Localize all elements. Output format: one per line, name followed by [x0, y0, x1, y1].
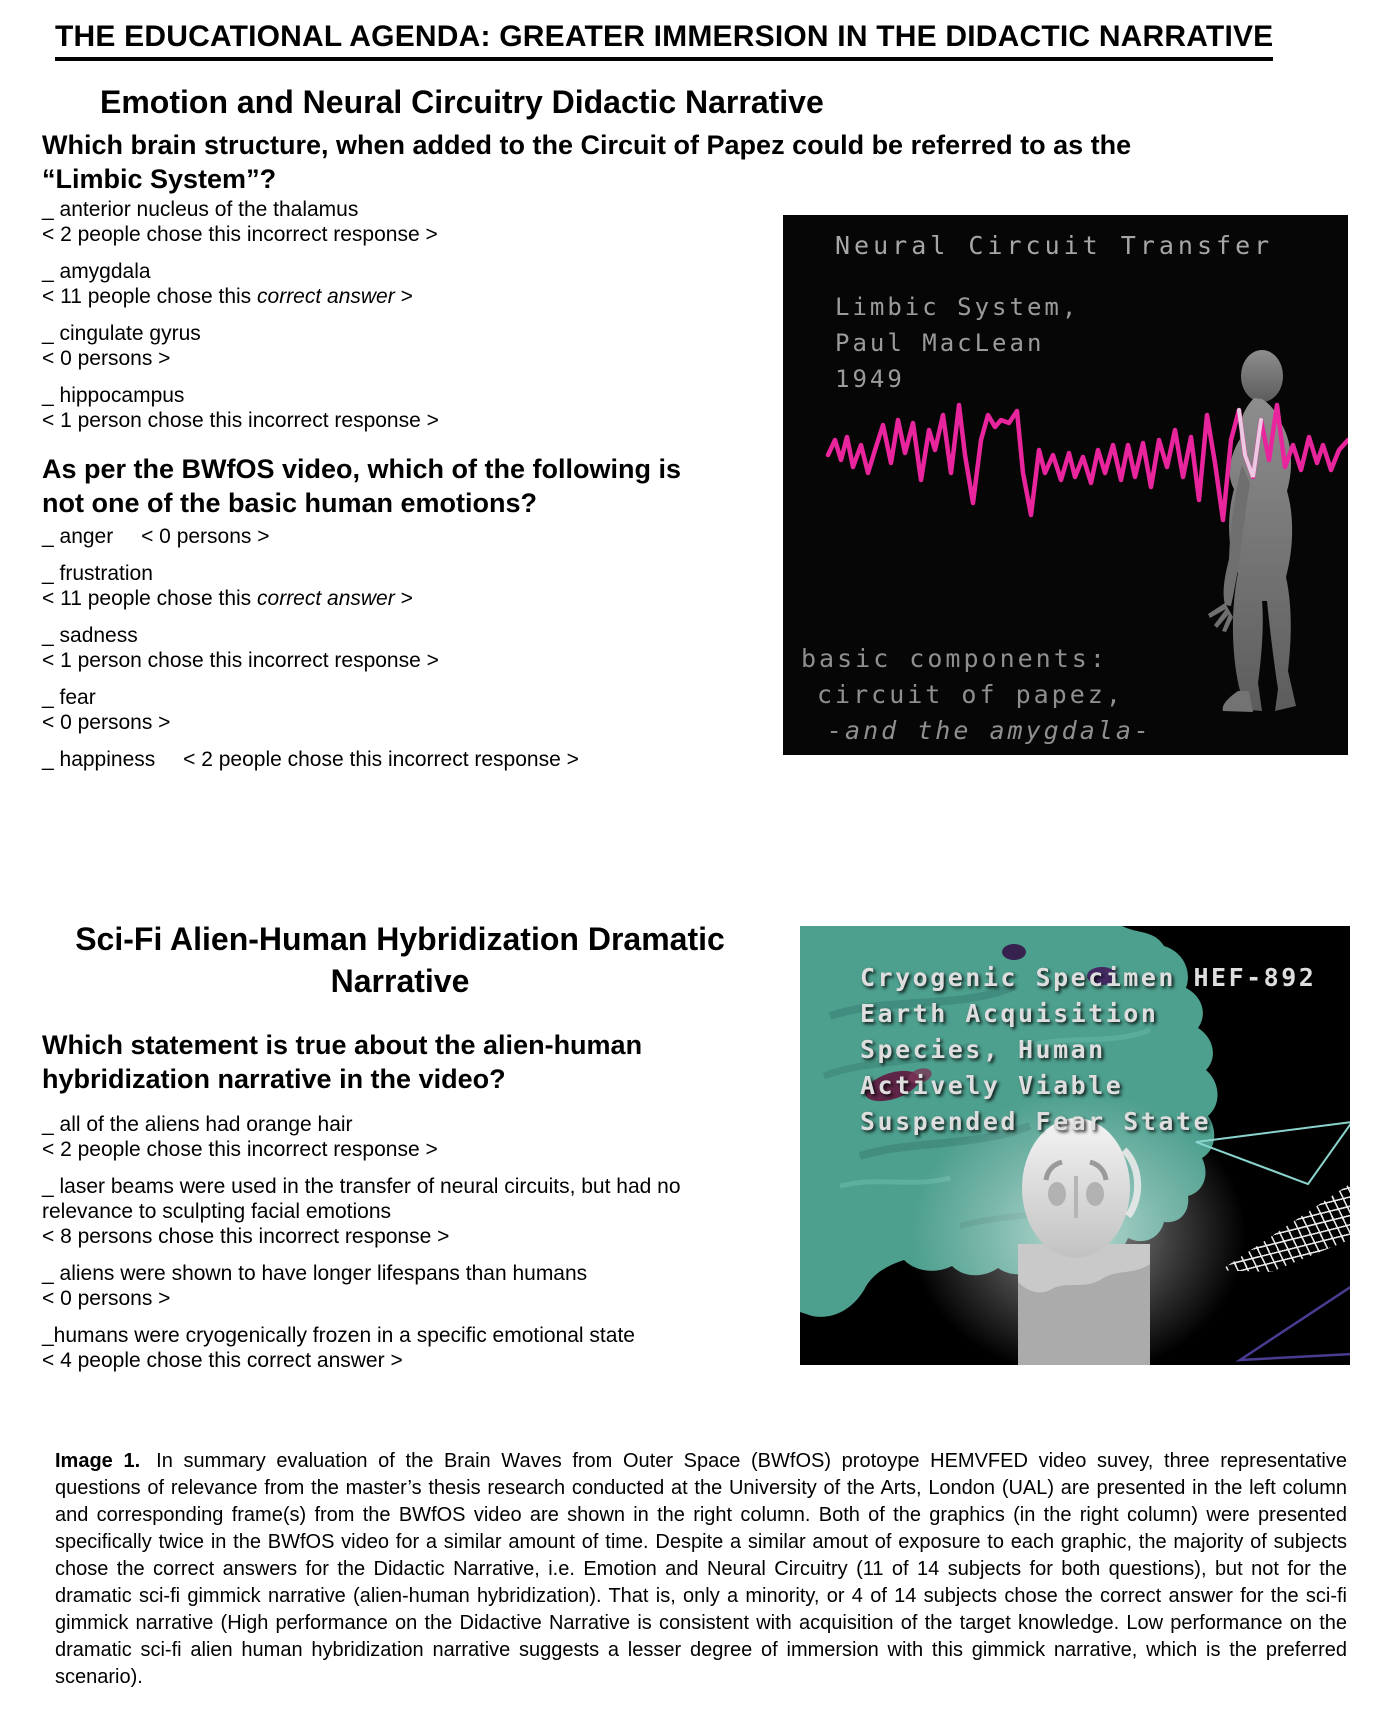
question-1: Which brain structure, when added to the Circuit of Papez could be referred to as the “Limbic System”? — [42, 130, 1132, 194]
frame1-title-text: Neural Circuit Transfer — [835, 231, 1274, 260]
option-response-count: < 8 persons chose this incorrect response > — [42, 1225, 450, 1248]
answer-option — [42, 1174, 714, 1249]
option-response-count: < 0 persons > — [141, 525, 270, 548]
answer-option — [42, 685, 722, 735]
figure-caption — [55, 1448, 1347, 1691]
option-response-count: < 11 people chose this correct answer > — [42, 285, 413, 308]
option-response-count: < 1 person chose this incorrect response > — [42, 409, 439, 432]
option-label: _ anterior nucleus of the thalamus — [42, 198, 359, 221]
figure-caption-body: In summary evaluation of the Brain Waves from Outer Space (BWfOS) protoype HEMVFED video suvey, three representative questions of relevance from the master’s thesis research conducted at the University of the Arts, London (UAL) are presented in the left column and corresponding frame(s) from the BWfOS video are shown in the right column. Both of the graphics (in the right column) were presented specifically twice in the BWfOS video for a similar amount of time. Despite a similar amout of exposure to each graphic, the majority of subjects chose the correct answers for the Didactic Narrative, i.e. Emotion and Neural Circuitry (11 of 14 subjects for both questions), but not for the dramatic sci-fi gimmick narrative (alien-human hybridization). That is, only a minority, or 4 of 14 subjects chose the correct answer for the sci-fi gimmick narrative (High performance on the Didactive Narrative is consistent with acquisition of the target knowledge. Low performance on the dramatic sci-fi alien human hybridization narrative suggests a lesser degree of immersion with this gimmick narrative, which is the preferred scenario). — [55, 1450, 1347, 1688]
option-response-count: < 0 persons > — [42, 1287, 171, 1310]
answer-option — [42, 1261, 714, 1311]
option-label: _ all of the aliens had orange hair — [42, 1113, 353, 1136]
option-response-count: < 1 person chose this incorrect response > — [42, 649, 439, 672]
figure-caption-label: Image 1. — [55, 1450, 141, 1472]
frame1-credit-text: Limbic System, Paul MacLean 1949 — [835, 293, 1080, 393]
human-figure-silhouette — [1208, 350, 1296, 712]
answer-option — [42, 321, 722, 371]
option-label: _ cingulate gyrus — [42, 322, 201, 345]
option-label: _humans were cryogenically frozen in a specific emotional state — [42, 1324, 635, 1347]
answer-option — [42, 524, 722, 549]
answer-option — [42, 259, 722, 309]
option-response-count: < 4 people chose this correct answer > — [42, 1349, 403, 1372]
answer-option — [42, 197, 722, 247]
answer-option — [42, 623, 722, 673]
section2-heading: Sci-Fi Alien-Human Hybridization Dramatic Narrative — [75, 921, 725, 999]
question-3: Which statement is true about the alien-human hybridization narrative in the video? — [42, 1030, 643, 1094]
option-label: _ laser beams were used in the transfer of neural circuits, but had no relevance to sculpting facial emotions — [42, 1175, 681, 1223]
option-label: _ hippocampus — [42, 384, 185, 407]
option-label: _ amygdala — [42, 260, 151, 283]
question-2-options — [42, 524, 722, 784]
option-label: _ fear — [42, 686, 96, 709]
option-response-count: < 11 people chose this correct answer > — [42, 587, 413, 610]
option-label: _ anger — [42, 525, 114, 548]
option-label: _ aliens were shown to have longer lifespans than humans — [42, 1262, 588, 1285]
option-label: _ frustration — [42, 562, 153, 585]
answer-option — [42, 747, 722, 772]
question-1-options — [42, 197, 722, 445]
answer-option — [42, 561, 722, 611]
answer-option — [42, 1323, 714, 1373]
frame1-footer-text: basic components: circuit of papez, -and the amygdala- — [801, 644, 1152, 745]
option-response-count: < 2 people chose this incorrect response > — [42, 223, 438, 246]
answer-option — [42, 383, 722, 433]
option-label: _ sadness — [42, 624, 138, 647]
option-response-count: < 0 persons > — [42, 347, 171, 370]
page-title: THE EDUCATIONAL AGENDA: GREATER IMMERSION IN THE DIDACTIC NARRATIVE — [55, 20, 1273, 61]
section1-heading: Emotion and Neural Circuitry Didactic Narrative — [100, 84, 824, 120]
video-frame-cryogenic-specimen — [800, 926, 1350, 1365]
frame2-overlay-text: Cryogenic Specimen HEF-892 Earth Acquisition Species, Human Actively Viable Suspended Fear State — [860, 963, 1317, 1136]
question-3-options — [42, 1112, 714, 1385]
option-label: _ happiness — [42, 748, 156, 771]
wireframe-triangle-purple — [1240, 1286, 1350, 1360]
option-response-count: < 0 persons > — [42, 711, 171, 734]
question-2: As per the BWfOS video, which of the following is not one of the basic human emotions? — [42, 454, 682, 518]
answer-option — [42, 1112, 714, 1162]
video-frame-neural-circuit — [783, 215, 1348, 755]
option-response-count: < 2 people chose this incorrect response > — [183, 748, 579, 771]
option-response-count: < 2 people chose this incorrect response > — [42, 1138, 438, 1161]
